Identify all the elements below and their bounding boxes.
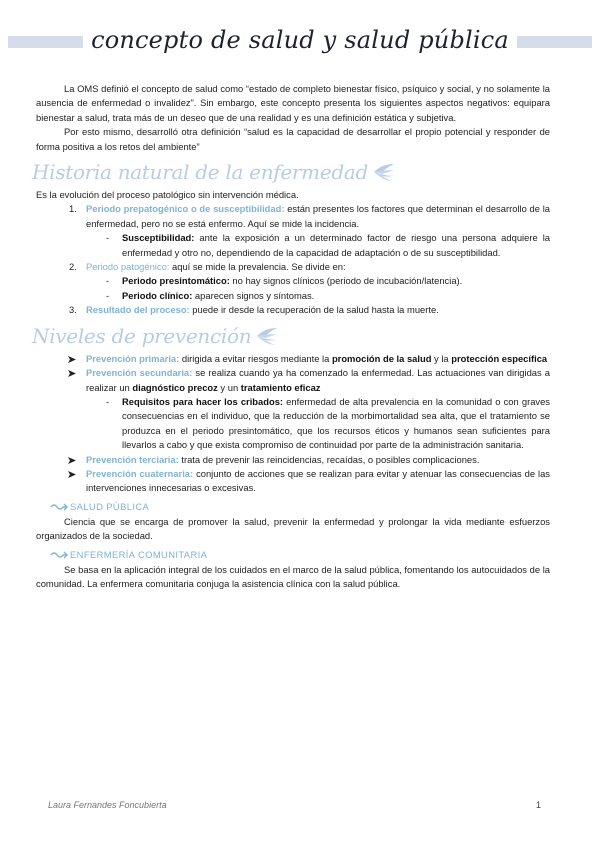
list-text: conjunto de acciones que se realizan para evitar y atenuar las consecuencias de las intervenciones innecesarias o excesivas. [86,467,550,494]
enfermeria-text: Se basa en la aplicación integral de los cuidados en el marco de la salud pública, fomentando los autocuidados de la comunidad. La enfermera comunitaria conjuga la asistencia clínica con la salud pública. [36,563,550,589]
list-term: Prevención cuaternaria: [86,467,194,479]
salud-publica-heading [36,499,550,515]
list-item [36,260,550,274]
list-bold: diagnóstico precoz [132,381,218,393]
wings-icon [255,326,279,346]
document-body [32,82,550,591]
page-title-text: concepto de salud y salud pública [83,26,517,54]
list-text: puede ir desde la recuperación de la salud hasta la muerte. [189,304,439,316]
dash-bullet: - [106,232,110,244]
sub-text: no hay signos clínicos (periodo de incubación/latencia). [229,275,463,287]
list-item [36,467,550,496]
list-bold: protección específica [451,352,548,364]
sub-list-item [36,289,550,303]
arrow-bullet-icon [68,471,76,478]
page-title [0,24,600,56]
arrow-bullet-icon [68,356,76,363]
sub-term: Periodo presintomático: [122,275,230,287]
enfermeria-heading [36,547,550,563]
list-item [36,303,550,317]
arrow-bullet-icon [68,370,76,377]
list-term: Periodo prepatogénico o de susceptibilidad: [86,203,285,215]
list-text: están presentes los factores que determinan el desarrollo de la enfermedad, pero no se está enfermo. Aquí se mide la incidencia. [86,203,550,229]
sub-term: Susceptibilidad: [122,232,195,244]
historia-heading [32,158,550,186]
sub-term: Requisitos para hacer los cribados: [122,395,284,407]
list-text: se realiza cuando ya ha comenzado la enfermedad. Las actuaciones van dirigidas a realizar un [86,367,550,393]
niveles-heading [32,322,550,350]
salud-publica-text: Ciencia que se encarga de promover la salud, prevenir la enfermedad y prolongar la vida mediante esfuerzos organizados de la sociedad. [36,515,550,542]
list-text: y la [431,352,452,364]
list-text: aquí se mide la prevalencia. Se divide en: [169,261,346,273]
historia-heading-text: Historia natural de la enfermedad [32,160,368,185]
wings-icon [372,162,396,182]
sub-text: aparecen signos y síntomas. [192,289,315,301]
sub-term: Periodo clínico: [122,289,193,301]
list-bold: tratamiento eficaz [240,381,321,393]
list-item [36,352,550,366]
list-term: Prevención primaria: [86,352,180,364]
squiggle-arrow-icon [50,550,68,559]
sub-list-item [36,274,550,288]
sub-list-item [36,231,550,260]
list-number: 2. [69,261,77,273]
list-number: 1. [69,203,77,215]
sub-text: enfermedad de alta prevalencia en la comunidad o con graves consecuencias en el individuo, que la reducción de la morbimortalidad sea alta, que el tratamiento se produzca en el periodo presintomático, que los recursos éticos y humanos sean suficientes para llevarlos a cabo y que exista compromiso de continuidad por parte de la administración sanitaria. [122,395,550,451]
arrow-bullet-icon [68,457,76,464]
list-text: dirigida a evitar riesgos mediante la [179,352,332,364]
list-item [36,453,550,467]
page-number: 1 [536,800,542,810]
intro-paragraph-1: La OMS definió el concepto de salud como “estado de completo bienestar físico, psíquico y social, y no solamente la ausencia de enfermedad o invalidez”. Sin embargo, este concepto presenta los siguientes aspectos negativos: equipara bienestar a salud, trata más de un deseo que de una realidad y es una definición estática y subjetiva. [36,83,550,123]
historia-lead: Es la evolución del proceso patológico sin intervención médica. [36,189,299,201]
sub-list-item [36,395,550,453]
list-item [36,366,550,395]
salud-publica-heading-text: SALUD PÚBLICA [70,500,150,512]
list-item [36,202,550,231]
list-text: trata de prevenir las reincidencias, recaídas, o posibles complicaciones. [178,453,480,465]
dash-bullet: - [106,395,110,407]
sub-text: ante la exposición a un determinado factor de riesgo una persona adquiere la enfermedad y otro no, dependiendo de la capacidad de adaptación o de su susceptibilidad. [122,232,550,258]
list-term: Resultado del proceso: [86,304,190,316]
enfermeria-heading-text: ENFERMERÍA COMUNITARIA [70,548,208,560]
list-text: y un [217,381,241,393]
intro-paragraph-2: Por esto mismo, desarrolló otra definición “salud es la capacidad de desarrollar el propio potencial y responder de forma positiva a los retos del ambiente” [36,126,550,152]
dash-bullet: - [106,275,110,287]
list-term: Prevención secundaria: [86,367,193,379]
list-term: Periodo patogénico: [86,261,170,273]
list-number: 3. [69,304,77,316]
dash-bullet: - [106,289,110,301]
list-term: Prevención terciaria: [86,453,179,465]
list-bold: promoción de la salud [331,352,432,364]
niveles-heading-text: Niveles de prevención [32,323,252,348]
footer-author: Laura Fernandes Foncubierta [48,800,167,810]
squiggle-arrow-icon [50,502,68,511]
